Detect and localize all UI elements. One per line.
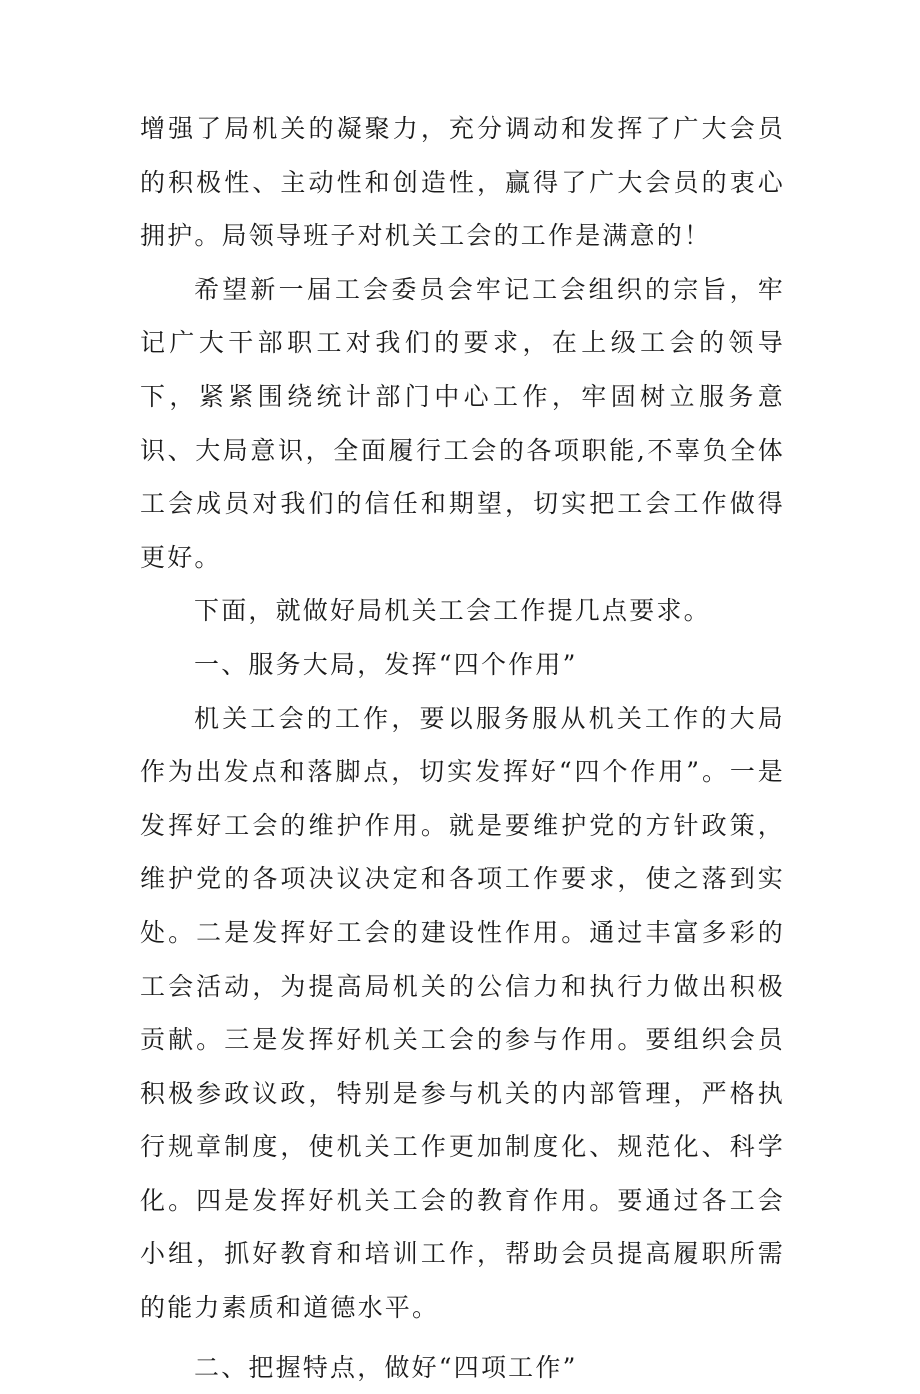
document-body [140, 102, 785, 1394]
section-heading-2: 二、把握特点，做好“四项工作” [194, 1352, 578, 1382]
section-1-body: 机关工会的工作，要以服务服从机关工作的大局作为出发点和落脚点，切实发挥好“四个作用”。一是发挥好工会的维护作用。就是要维护党的方针政策，维护党的各项决议决定和各项工作要求，使之落到实处。二是发挥好工会的建设性作用。通过丰富多彩的工会活动，为提高局机关的公信力和执行力做出积极贡献。三是发挥好机关工会的参与作用。要组织会员积极参政议政，特别是参与机关的内部管理，严格执行规章制度，使机关工作更加制度化、规范化、科学化。四是发挥好机关工会的教育作用。要通过各工会小组，抓好教育和培训工作，帮助会员提高履职所需的能力素质和道德水平。 [140, 703, 785, 1323]
paragraph-continuation: 增强了局机关的凝聚力，充分调动和发挥了广大会员的积极性、主动性和创造性，赢得了广大会员的衷心拥护。局领导班子对机关工会的工作是满意的！ [140, 114, 785, 251]
section-heading-1: 一、服务大局，发挥“四个作用” [194, 649, 578, 679]
paragraph-intro-requirements: 下面，就做好局机关工会工作提几点要求。 [194, 596, 711, 626]
paragraph-expectations: 希望新一届工会委员会牢记工会组织的宗旨，牢记广大干部职工对我们的要求，在上级工会的领导下，紧紧围绕统计部门中心工作，牢固树立服务意识、大局意识，全面履行工会的各项职能,不辜负全体工会成员对我们的信任和期望，切实把工会工作做得更好。 [140, 274, 785, 572]
